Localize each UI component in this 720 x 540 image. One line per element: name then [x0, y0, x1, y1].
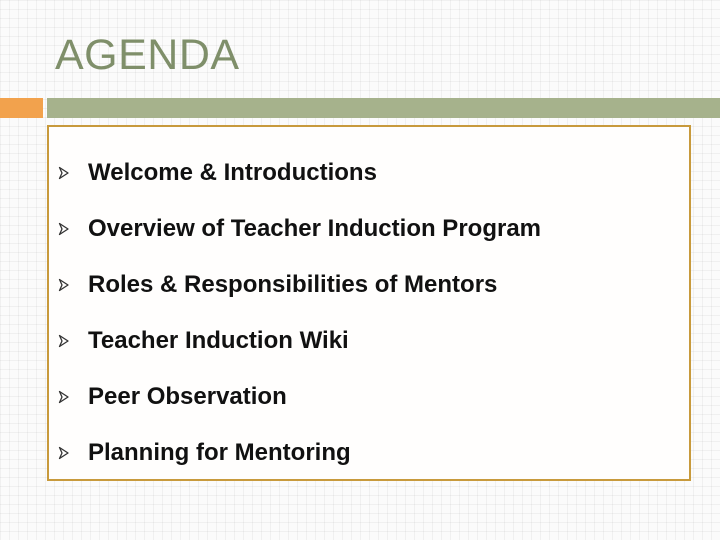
- accent-bar: [0, 98, 43, 118]
- arrowhead-bullet-icon: [58, 446, 88, 460]
- agenda-content-box: [47, 125, 691, 481]
- title-rule-bar: [47, 98, 720, 118]
- arrowhead-bullet-icon: [58, 166, 88, 180]
- agenda-item: [49, 201, 541, 257]
- agenda-item: [49, 313, 541, 369]
- arrowhead-bullet-icon: [58, 278, 88, 292]
- arrowhead-bullet-icon: [58, 390, 88, 404]
- agenda-item-label: Peer Observation: [88, 383, 287, 410]
- arrowhead-bullet-icon: [58, 334, 88, 348]
- agenda-list: [49, 145, 541, 481]
- agenda-item-label: Teacher Induction Wiki: [88, 327, 349, 354]
- agenda-item-label: Overview of Teacher Induction Program: [88, 215, 541, 242]
- agenda-item: [49, 145, 541, 201]
- agenda-item: [49, 369, 541, 425]
- arrowhead-bullet-icon: [58, 222, 88, 236]
- agenda-item: [49, 257, 541, 313]
- agenda-item-label: Roles & Responsibilities of Mentors: [88, 271, 498, 298]
- slide-title: AGENDA: [55, 31, 240, 79]
- agenda-item: [49, 425, 541, 481]
- agenda-item-label: Planning for Mentoring: [88, 439, 351, 466]
- agenda-item-label: Welcome & Introductions: [88, 159, 377, 186]
